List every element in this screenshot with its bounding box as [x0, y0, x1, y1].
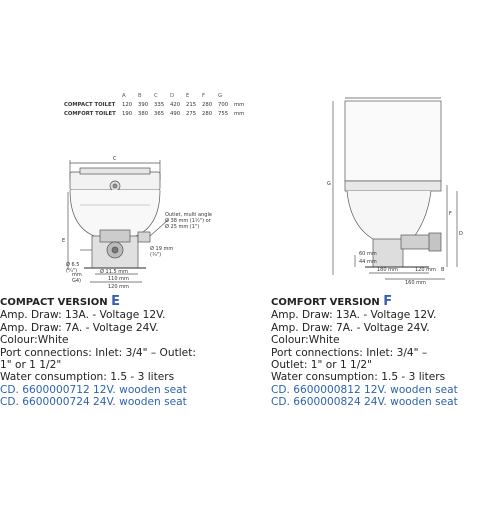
dimension-header-row — [64, 92, 250, 101]
comfort-version-letter: F — [383, 294, 393, 309]
bottom-dim-label: 110 mm — [108, 276, 129, 282]
bottom-dim-label: Ø 11.5 mm — [100, 269, 128, 275]
spec-line: Port connections: Inlet: 3/4" – — [271, 346, 428, 359]
product-code-12v: CD. 6600000812 12V. wooden seat — [271, 383, 458, 396]
dim-value: 120 — [122, 102, 133, 108]
spec-line: Colour:White — [271, 334, 340, 347]
dim-e-label: E — [62, 238, 66, 244]
dimension-row-compact — [64, 101, 250, 110]
spec-line: Outlet: 1" or 1 1/2" — [271, 359, 372, 372]
outlet-note-line: Outlet, multi angle — [165, 212, 212, 218]
dim-value: 755 — [218, 111, 229, 117]
bolt-dim-label: Ø 6.5 — [66, 262, 80, 268]
dim-header: E — [186, 93, 190, 99]
dim-unit: mm — [234, 111, 245, 117]
spec-line: Amp. Draw: 7A. - Voltage 24V. — [0, 321, 159, 334]
bottom-dim-label: 120 mm — [108, 284, 129, 290]
dim-header: C — [154, 93, 158, 99]
lower-mark: mm — [72, 272, 82, 278]
product-code-24v: CD. 6600000724 24V. wooden seat — [0, 396, 187, 409]
comfort-spec-block — [271, 296, 458, 409]
outlet-note-line: Ø 25 mm (1") — [165, 224, 200, 230]
dim-value: 700 — [218, 102, 229, 108]
comfort-toilet-drawing — [325, 95, 500, 285]
side-dim-label: 44 mm — [359, 259, 377, 265]
bottom-dim-label: 180 mm — [377, 267, 398, 273]
inlet-note-line: (¾") — [150, 252, 162, 258]
dim-c-label: C — [113, 156, 117, 162]
compact-title-text: COMPACT VERSION — [0, 297, 112, 308]
dim-value: 275 — [186, 111, 197, 117]
bottom-dim-label: 120 mm — [415, 267, 436, 273]
lower-mark: G4) — [72, 278, 82, 284]
spec-line: Colour:White — [0, 334, 69, 347]
dim-header: B — [138, 93, 142, 99]
dim-d-label: D — [459, 231, 463, 237]
outlet-note-line: Ø 38 mm (1½") or — [165, 218, 211, 224]
spec-line: Port connections: Inlet: 3/4" – Outlet: — [0, 346, 196, 359]
dim-value: 280 — [202, 102, 213, 108]
dim-f-label: F — [449, 211, 452, 217]
bottom-dim-label: 160 mm — [405, 280, 426, 285]
compact-version-letter: E — [111, 294, 121, 309]
compact-spec-block — [0, 296, 196, 409]
dim-value: 215 — [186, 102, 197, 108]
spec-line: Amp. Draw: 13A. - Voltage 12V. — [0, 309, 166, 322]
product-code-12v: CD. 6600000712 12V. wooden seat — [0, 383, 187, 396]
dim-header: D — [170, 93, 175, 99]
dim-g-label: G — [327, 181, 331, 187]
dim-value: 365 — [154, 111, 165, 117]
inlet-note-line: Ø 19 mm — [150, 246, 174, 252]
dim-value: 420 — [170, 102, 181, 108]
dim-value: 390 — [138, 102, 149, 108]
dim-value: 380 — [138, 111, 149, 117]
dim-header: A — [122, 93, 126, 99]
dim-unit: mm — [234, 102, 245, 108]
dim-value: 190 — [122, 111, 133, 117]
dimension-row-comfort — [64, 110, 250, 119]
dim-b-label: B — [441, 267, 445, 273]
side-dim-label: 60 mm — [359, 251, 377, 257]
row-label: COMPACT TOILET — [64, 102, 116, 108]
compact-toilet-drawing — [0, 150, 250, 290]
dim-value: 490 — [170, 111, 181, 117]
comfort-title-text: COMFORT VERSION — [271, 297, 384, 308]
bolt-dim-label: (¼") — [66, 268, 78, 274]
dim-value: 280 — [202, 111, 213, 117]
spec-line: Amp. Draw: 13A. - Voltage 12V. — [271, 309, 437, 322]
dim-header: G — [218, 93, 223, 99]
comfort-title — [271, 296, 458, 309]
row-label: COMFORT TOILET — [64, 111, 116, 117]
product-code-24v: CD. 6600000824 24V. wooden seat — [271, 396, 458, 409]
dim-header: F — [202, 93, 206, 99]
spec-line: 1" or 1 1/2" — [0, 359, 62, 372]
spec-line: Water consumption: 1.5 - 3 liters — [0, 371, 175, 384]
spec-line: Water consumption: 1.5 - 3 liters — [271, 371, 446, 384]
compact-title — [0, 296, 196, 309]
dimension-table — [64, 92, 250, 119]
dim-value: 335 — [154, 102, 165, 108]
spec-line: Amp. Draw: 7A. - Voltage 24V. — [271, 321, 430, 334]
